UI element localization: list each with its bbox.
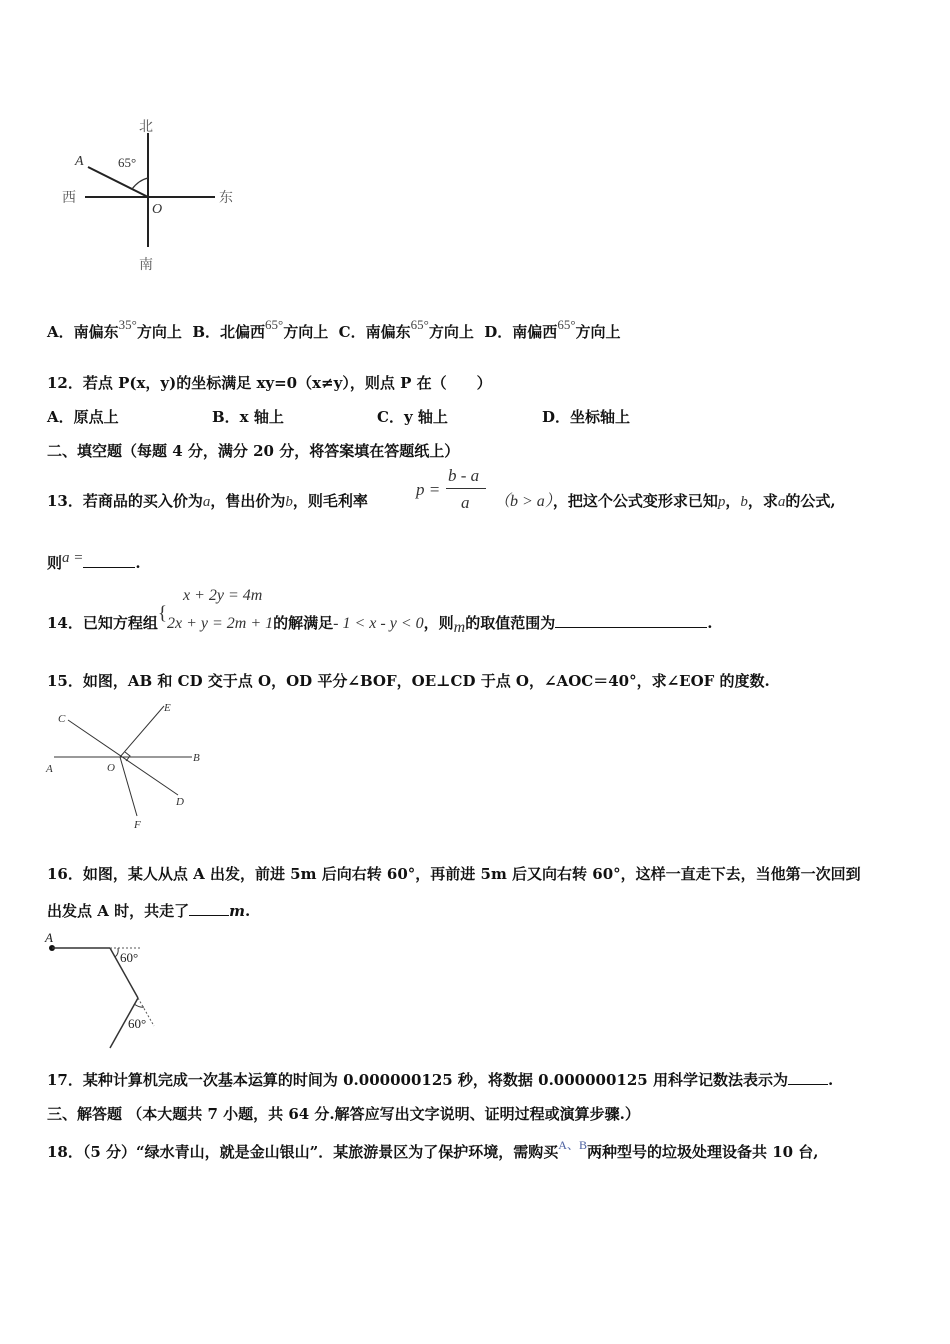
q15-stem: 15．如图，AB 和 CD 交于点 O，OD 平分∠BOF，OE⊥CD 于点 O，∠AOC＝40°，求∠EOF 的度数. [47,672,770,690]
label-angle-1: 60° [120,950,139,965]
q13-line-tail: （b > a），把这个公式变形求已知p，b，求a的公式, [494,492,836,510]
label-east: 东 [219,191,233,206]
label-west: 西 [62,191,76,206]
q15-figure [40,698,220,833]
q13-fraction-bar [446,488,486,489]
q16-line1: 16．如图，某人从点 A 出发，前进 5m 后向右转 60°，再前进 5m 后又向右转 60°，这样一直走下去，当他第一次回到 [47,865,861,883]
ray-oe [120,706,164,757]
q12-option-b[interactable]: B．x 轴上 [212,408,284,426]
q11-option-c[interactable]: C．南偏东65°方向上 [338,317,474,341]
label-e: E [164,702,171,714]
q13-fraction-lhs: p = [416,480,441,499]
label-b: B [193,752,200,764]
section-3-heading: 三、解答题 （本大题共 7 小题，共 64 分.解答应写出文字说明、证明过程或演算步骤.） [47,1105,640,1123]
q12-option-d[interactable]: D．坐标轴上 [542,408,631,426]
q16-answer-blank[interactable] [189,901,229,916]
section-2-heading: 二、填空题（每题 4 分，满分 20 分，将答案填在答题纸上） [47,442,460,460]
label-angle: 65° [118,155,137,170]
q12-stem: 12．若点 P(x，y)的坐标满足 xy=0（x≠y），则点 P 在（ ） [47,374,492,392]
q16-line2: 出发点 A 时，共走了 m. [47,902,251,920]
label-north: 北 [139,120,153,135]
q13-numerator: b - a [448,466,480,485]
q13-line: 13．若商品的买入价为a，售出价为b，则毛利率 [47,492,368,510]
q13-answer-line: 则a = . [47,550,141,572]
q12-option-a[interactable]: A．原点上 [47,408,119,426]
label-a: A [46,763,53,775]
q17-answer-blank[interactable] [788,1070,828,1085]
label-o: O [107,762,115,774]
q13-denominator: a [461,493,470,512]
q14-eq1: x + 2y = 4m [183,587,263,604]
label-south: 南 [139,258,153,273]
q11-option-a[interactable]: A．南偏东35°方向上 [47,317,182,341]
q11-option-b[interactable]: B．北偏西65°方向上 [192,317,329,341]
label-f: F [134,819,141,831]
label-origin: O [152,202,163,217]
q18-line: 18．（5 分）“绿水青山，就是金山银山”．某旅游景区为了保护环境，需购买$^{A、B}$两种型号的垃圾处理设备共 10 台, [47,1138,819,1161]
q14-line: 14．已知方程组{2x + y = 2m + 1的解满足- 1 < x - y < 0，则m的取值范围为 . [47,603,713,636]
label-angle-2: 60° [128,1016,147,1031]
q11-options [47,317,621,343]
label-start: A [45,930,53,945]
angle-arc-1 [115,948,118,957]
label-point-a: A [75,154,84,169]
q14-answer-blank[interactable] [555,613,707,628]
q17-line: 17．某种计算机完成一次基本运算的时间为 0.000000125 秒，将数据 0.000000125 用科学记数法表示为 . [47,1071,834,1089]
angle-arc [132,178,148,189]
label-c: C [58,713,66,725]
compass-figure [55,115,255,280]
q13-answer-blank[interactable] [83,553,135,568]
q11-option-d[interactable]: D．南偏西65°方向上 [484,317,621,341]
q16-figure [40,930,180,1050]
q12-option-c[interactable]: C．y 轴上 [377,408,448,426]
label-d: D [176,796,184,808]
